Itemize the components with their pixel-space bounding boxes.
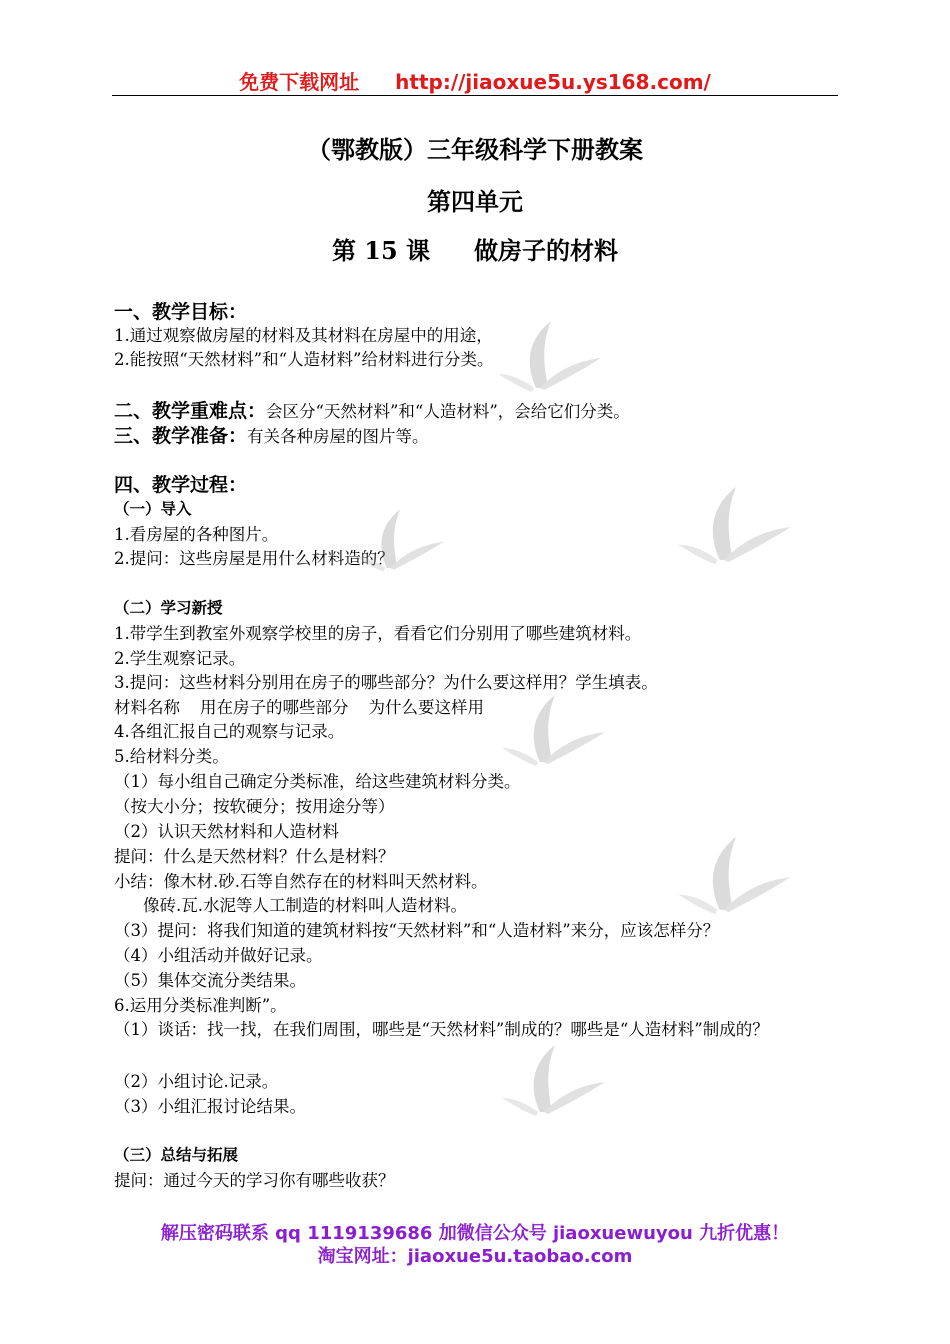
lesson-name: 做房子的材料 [474, 236, 619, 265]
lesson-line-15: 6.运用分类标准判断”。 [114, 996, 287, 1015]
lesson-line-12: （3）提问：将我们知道的建筑材料按“天然材料”和“人造材料”来分，应该怎样分？ [114, 921, 720, 940]
intro-line-2: 2.提问：这些房屋是用什么材料造的？ [114, 549, 394, 568]
lesson-line-13: （4）小组活动并做好记录。 [114, 946, 323, 965]
lesson-line-3: 3.提问：这些材料分别用在房子的哪些部分？为什么要这样用？学生填表。 [114, 673, 658, 692]
lesson-line-14: （5）集体交流分类结果。 [114, 971, 306, 990]
preparation-text: 有关各种房屋的图片等。 [247, 427, 429, 446]
lesson-line-10: 小结：像木材.砂.石等自然存在的材料叫天然材料。 [114, 872, 488, 891]
header-divider [112, 95, 838, 96]
watermark-logo-icon [350, 505, 450, 575]
footer-contact: 解压密码联系 qq 1119139686 加微信公众号 jiaoxuewuyou 九折优惠！ [160, 1223, 790, 1244]
header-label: 免费下载网址 [239, 70, 360, 94]
watermark-logo-icon [500, 1040, 610, 1120]
lesson-line-1: 1.带学生到教室外观察学校里的房子，看看它们分别用了哪些建筑材料。 [114, 624, 642, 643]
lesson-line-16: （1）谈话：找一找，在我们周围，哪些是“天然材料”制成的？哪些是“人造材料”制成的？ [114, 1020, 769, 1039]
table-col-reason: 为什么要这样用 [368, 698, 484, 717]
intro-line-1: 1.看房屋的各种图片。 [114, 525, 279, 544]
lesson-number: 第 15 课 [331, 236, 431, 265]
footer-shop-link[interactable]: 淘宝网址：jiaoxue5u.taobao.com [317, 1246, 633, 1267]
part-new-lesson-heading: （二）学习新授 [114, 599, 223, 617]
lesson-line-5: 5.给材料分类。 [114, 747, 229, 766]
header-url-link[interactable]: http://jiaoxue5u.ys168.com/ [395, 70, 711, 94]
lesson-line-4: 4.各组汇报自己的观察与记录。 [114, 722, 345, 741]
part-summary-heading: （三）总结与拓展 [114, 1146, 239, 1164]
section-preparation [114, 421, 840, 448]
keypoints-text: 会区分“天然材料”和“人造材料”，会给它们分类。 [266, 402, 630, 421]
lesson-title [112, 231, 838, 266]
lesson-line-6: （1）每小组自己确定分类标准，给这些建筑材料分类。 [114, 772, 521, 791]
table-col-location: 用在房子的哪些部分 [200, 698, 349, 717]
objective-line-2: 2.能按照“天然材料”和“人造材料”给材料进行分类。 [114, 350, 494, 369]
watermark-logo-icon [496, 316, 606, 396]
part-intro-heading: （一）导入 [114, 500, 192, 518]
section-keypoints-heading: 二、教学重难点： [114, 400, 267, 422]
watermark-logo-icon [676, 830, 796, 920]
section-objectives-heading: 一、教学目标： [114, 301, 248, 323]
watermark-logo-icon [676, 480, 796, 570]
download-header [112, 66, 838, 95]
unit-title: 第四单元 [427, 187, 523, 216]
section-keypoints [114, 396, 840, 423]
section-preparation-heading: 三、教学准备： [114, 425, 248, 447]
section-process-heading: 四、教学过程： [114, 474, 248, 496]
lesson-line-18: （3）小组汇报讨论结果。 [114, 1097, 306, 1116]
document-title: （鄂教版）三年级科学下册教案 [307, 135, 643, 164]
lesson-line-2: 2.学生观察记录。 [114, 649, 246, 668]
lesson-line-9: 提问：什么是天然材料？什么是材料？ [114, 847, 395, 866]
table-col-material: 材料名称 [114, 698, 180, 717]
lesson-line-11: 像砖.瓦.水泥等人工制造的材料叫人造材料。 [143, 896, 467, 915]
watermark-logo-icon [500, 690, 610, 770]
lesson-line-8: （2）认识天然材料和人造材料 [114, 822, 339, 841]
objective-line-1: 1.通过观察做房屋的材料及其材料在房屋中的用途， [114, 326, 493, 345]
lesson-line-17: （2）小组讨论.记录。 [114, 1072, 279, 1091]
record-table-header [114, 694, 840, 718]
lesson-line-7: （按大小分；按软硬分；按用途分等） [114, 797, 395, 816]
summary-line-1: 提问：通过今天的学习你有哪些收获？ [114, 1171, 395, 1190]
